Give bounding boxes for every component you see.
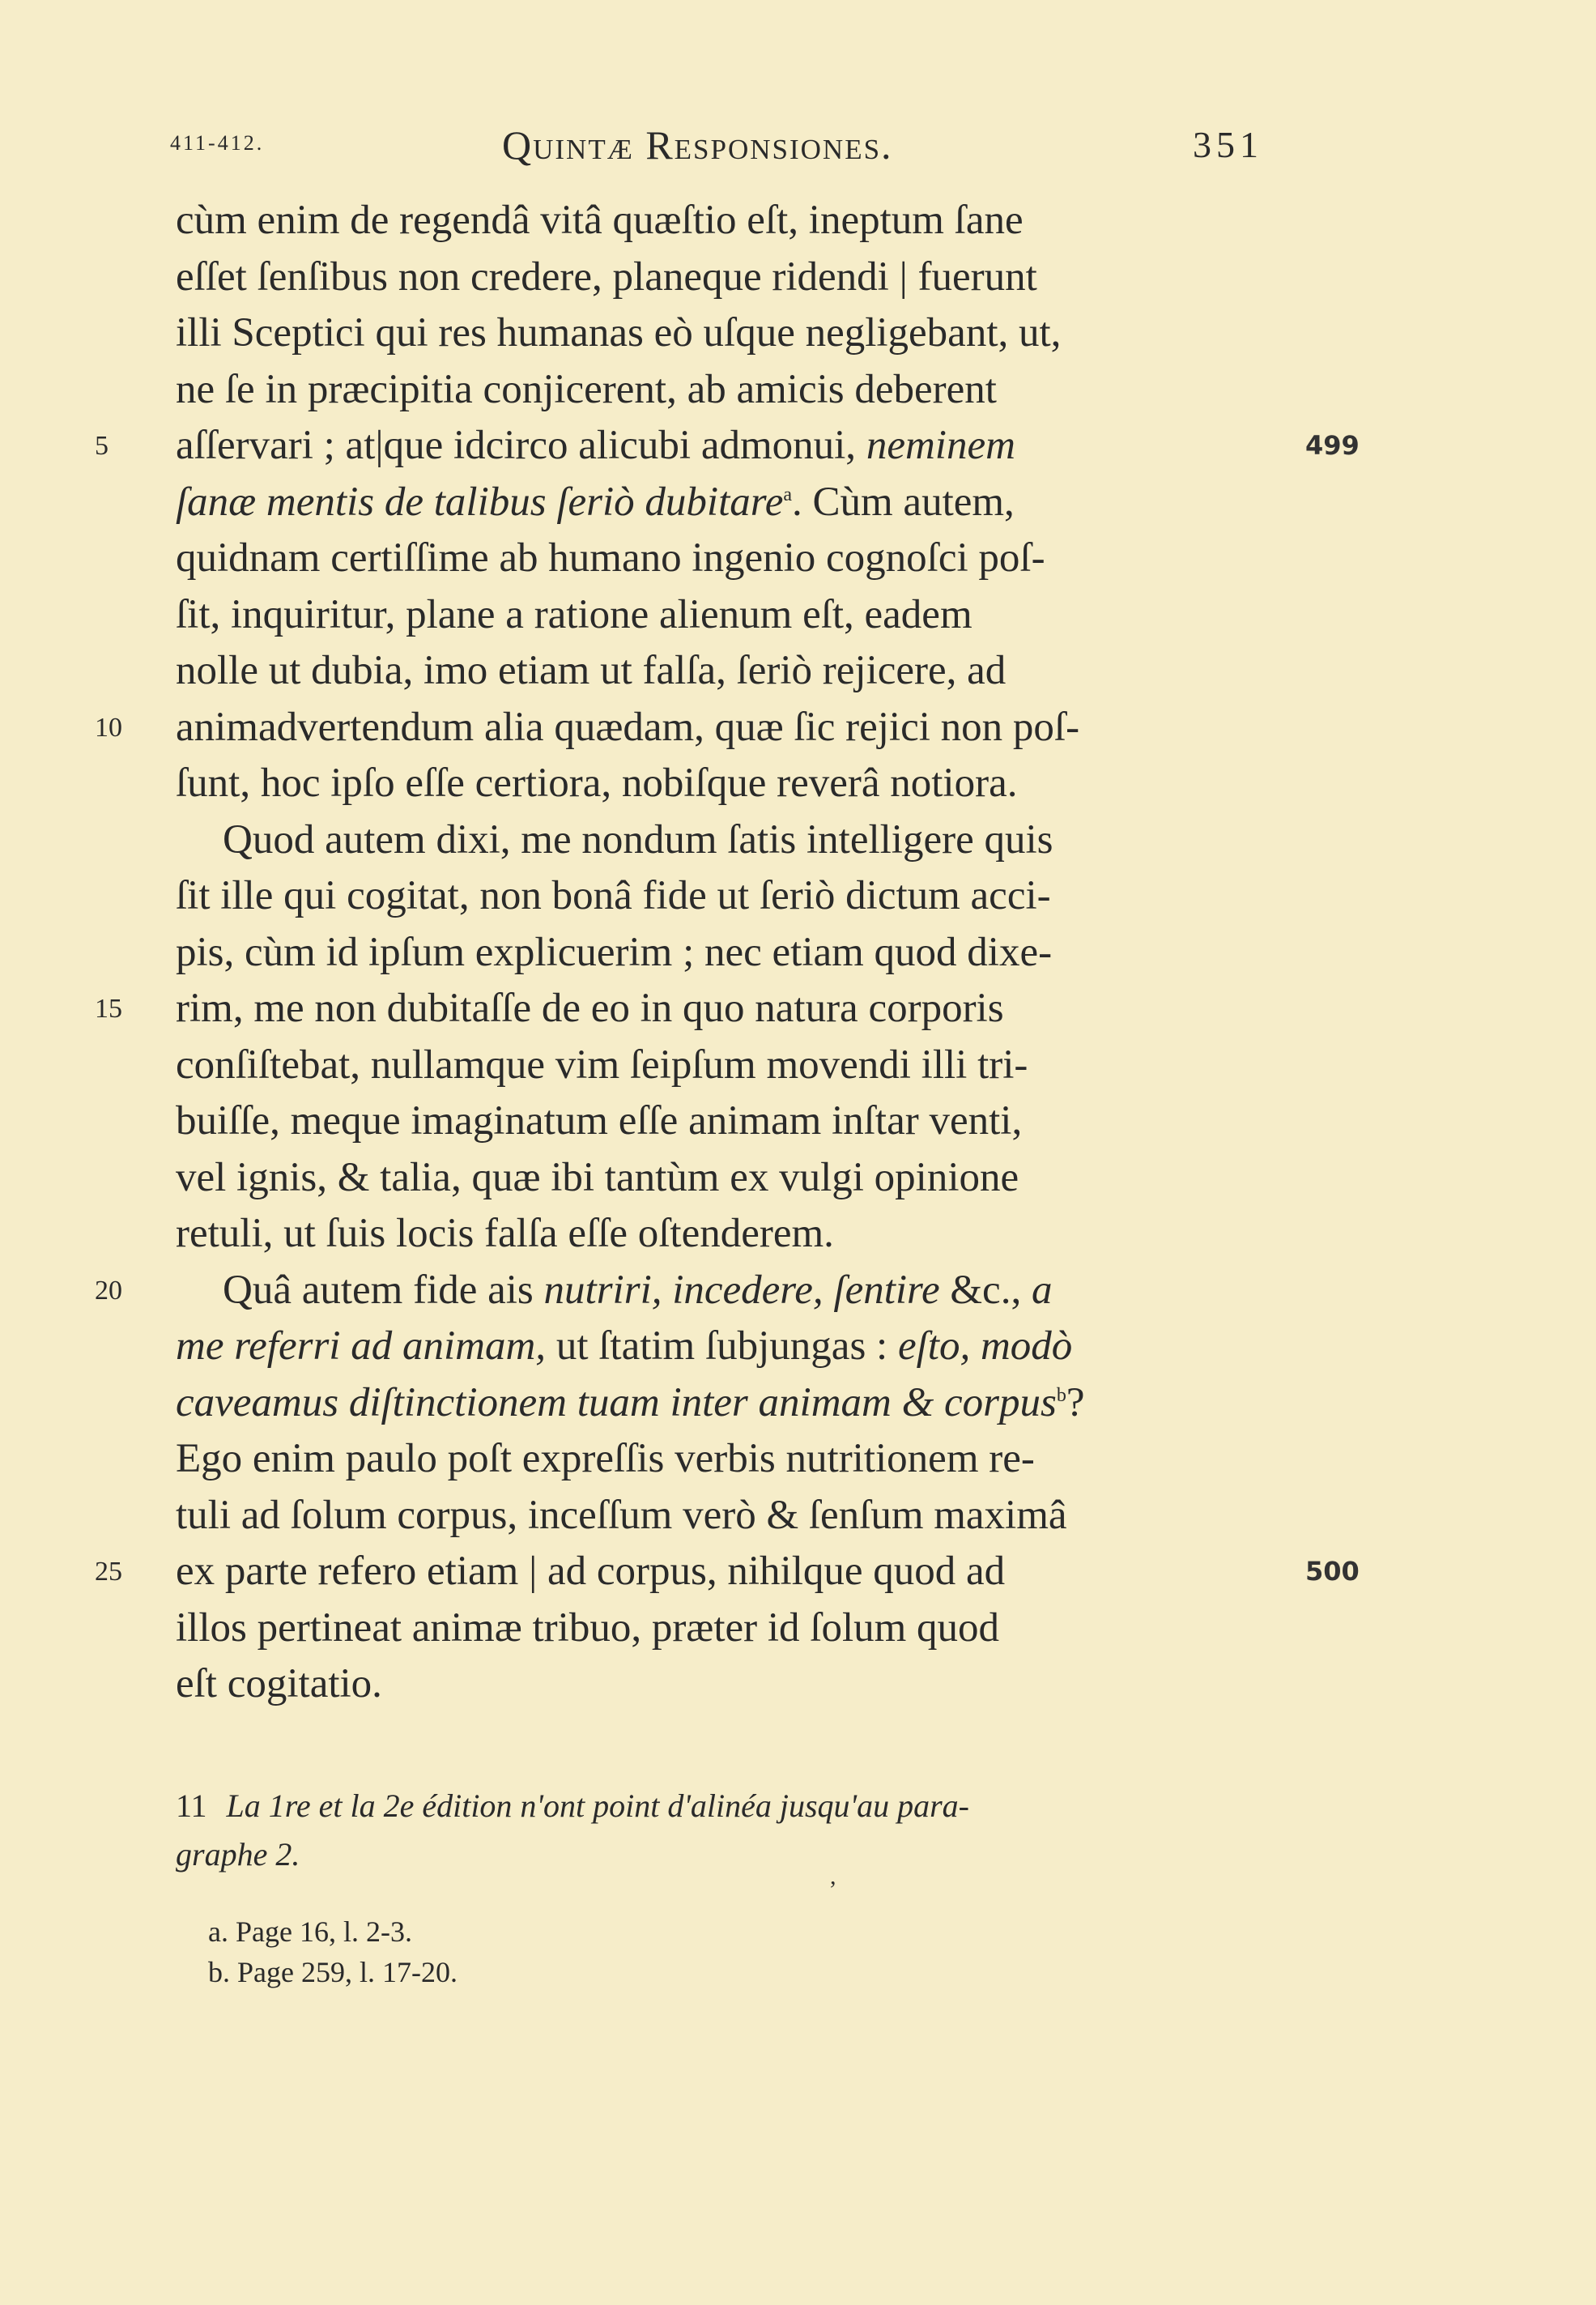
note-text: La 1re et la 2e édition n'ont point d'alinéa jusqu'au para- — [226, 1787, 969, 1824]
text-line — [95, 700, 1263, 756]
line-number: 15 — [95, 994, 122, 1024]
footnote-ref: a — [783, 484, 792, 505]
text-line — [176, 1319, 1263, 1375]
text-line: ſit ille qui cogitat, non bonâ fide ut ſeriò dictum acci- — [176, 873, 1051, 918]
text-line: vel ignis, & talia, quæ ibi tantùm ex vulgi opinione — [176, 1154, 1019, 1200]
italic-segment: a — [1031, 1267, 1053, 1313]
page-header — [170, 121, 1263, 170]
footnote-ref: b — [1056, 1384, 1066, 1406]
reference-a: a. Page 16, l. 2-3. — [208, 1915, 412, 1948]
text-line: Ego enim paulo poſt expreſſis verbis nutritionem re- — [176, 1436, 1035, 1481]
text-segment: aſſervari ; at|que idcirco alicubi admonui, — [176, 423, 857, 468]
text-line: eſſet ſenſibus non credere, planeque ridendi | fuerunt — [176, 254, 1037, 300]
text-line: ne ſe in præcipitia conjicerent, ab amicis deberent — [176, 366, 997, 412]
text-line: quidnam certiſſime ab humano ingenio cognoſci poſ- — [176, 535, 1045, 581]
reference-b: b. Page 259, l. 17-20. — [208, 1956, 458, 1988]
text-line: tuli ad ſolum corpus, inceſſum verò & ſenſum maximâ — [176, 1492, 1067, 1538]
italic-segment: me referri ad animam, — [176, 1323, 547, 1369]
text-segment: ex parte refero etiam | ad corpus, nihilque quod ad — [176, 1549, 1006, 1594]
text-segment: ? — [1066, 1379, 1085, 1425]
page-range: 411-412. — [170, 131, 265, 155]
text-segment: ut ſtatim ſubjungas : — [555, 1323, 888, 1369]
note-line-ref: 11 — [176, 1787, 207, 1824]
italic-segment: neminem — [866, 423, 1015, 468]
text-line: nolle ut dubia, imo etiam ut falſa, ſeriò rejicere, ad — [176, 648, 1007, 693]
margin-page-marker: 500 — [1305, 1556, 1360, 1587]
italic-segment: ſanæ mentis de talibus ſeriò dubitare — [176, 479, 784, 525]
stray-mark: , — [830, 1863, 836, 1890]
note-text: graphe 2. — [176, 1836, 300, 1873]
text-line: retuli, ut ſuis locis falſa eſſe oſtenderem. — [176, 1211, 834, 1256]
italic-segment: nutriri, incedere, ſentire — [543, 1267, 940, 1313]
text-line: illi Sceptici qui res humanas eò uſque negligebant, ut, — [176, 310, 1062, 356]
line-number: 20 — [95, 1275, 122, 1306]
text-line — [95, 418, 1360, 475]
text-segment: rim, me non dubitaſſe de eo in quo natura corporis — [176, 986, 1004, 1031]
text-line: pis, cùm id ipſum explicuerim ; nec etiam quod dixe- — [176, 929, 1053, 975]
text-line: eſt cogitatio. — [176, 1661, 382, 1706]
text-segment: Quâ autem fide ais — [223, 1267, 534, 1313]
text-line: Quod autem dixi, me nondum ſatis intelligere quis — [223, 816, 1053, 863]
line-number: 25 — [95, 1557, 122, 1587]
text-line — [95, 1263, 1263, 1319]
text-line: buiſſe, meque imaginatum eſſe animam inſtar venti, — [176, 1098, 1023, 1144]
page-number: 351 — [1193, 124, 1263, 165]
line-number: 10 — [95, 712, 122, 743]
text-line — [176, 475, 1263, 531]
text-line — [176, 1375, 1263, 1432]
main-text — [95, 193, 1360, 1713]
text-segment: . Cùm autem, — [792, 479, 1015, 525]
critical-note — [176, 1782, 1263, 1879]
text-line: cùm enim de regendâ vitâ quæſtio eſt, ineptum ſane — [176, 198, 1024, 243]
text-line: ſit, inquiritur, plane a ratione alienum eſt, eadem — [176, 591, 972, 637]
italic-segment: eſto, modò — [897, 1323, 1073, 1369]
line-number: 5 — [95, 431, 109, 461]
text-line: conſiſtebat, nullamque vim ſeipſum movendi illi tri- — [176, 1042, 1028, 1088]
text-line — [95, 1544, 1360, 1600]
text-line — [95, 981, 1263, 1037]
margin-page-marker: 499 — [1305, 430, 1360, 461]
text-line: ſunt, hoc ipſo eſſe certiora, nobiſque reverâ notiora. — [176, 761, 1018, 806]
reference-notes — [176, 1911, 1263, 1992]
text-segment: &c., — [950, 1267, 1022, 1313]
text-segment: animadvertendum alia quædam, quæ ſic rejici non poſ- — [176, 704, 1080, 750]
text-line: illos pertineat animæ tribuo, præter id ſolum quod — [176, 1604, 1000, 1651]
footnotes — [176, 1782, 1263, 1992]
italic-segment: caveamus diſtinctionem tuam inter animam & corpus — [176, 1379, 1057, 1425]
running-title: Quintæ Responsiones. — [502, 122, 893, 168]
